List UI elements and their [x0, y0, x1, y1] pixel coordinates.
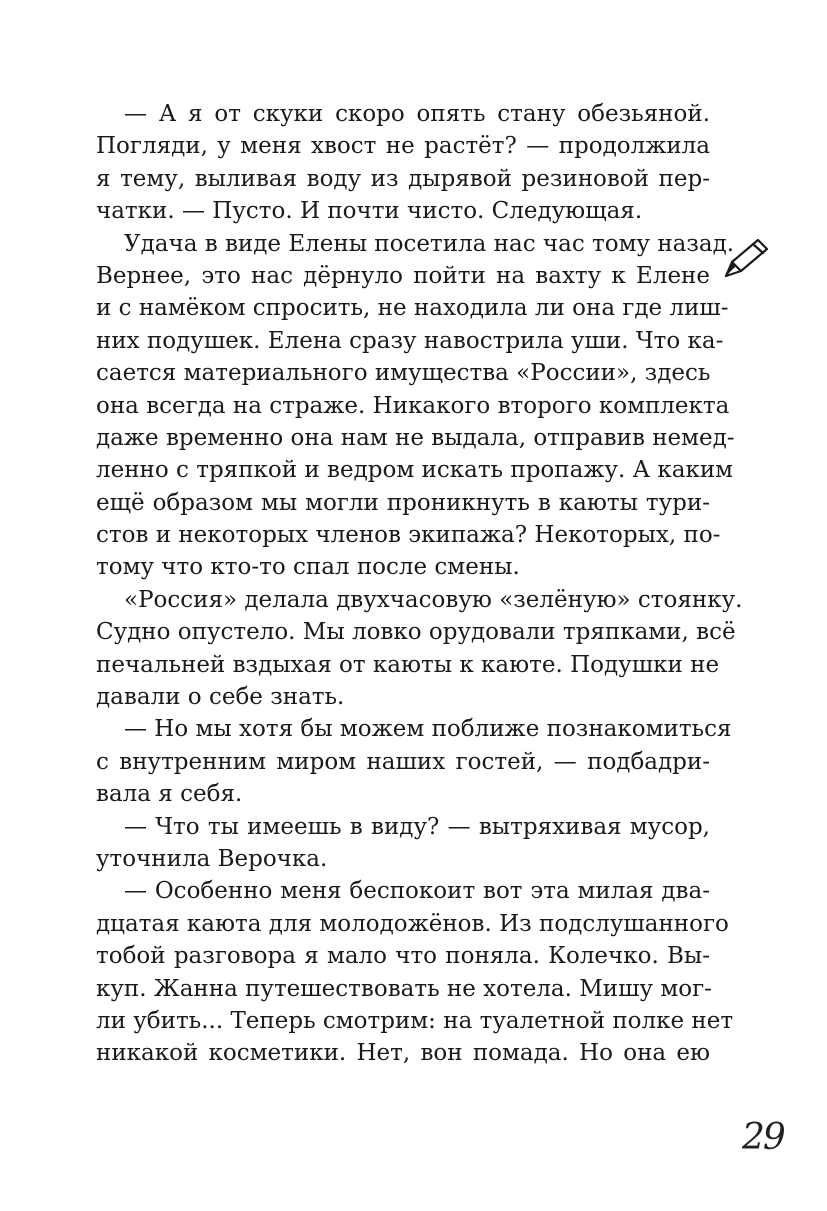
text-line: стов и некоторых членов экипажа? Некоторых, по-: [96, 522, 721, 549]
text-line: — Но мы хотя бы можем поближе познакомиться: [124, 716, 732, 743]
text-line: вала я себя.: [96, 781, 243, 808]
text-line: — А я от скуки скоро опять стану обезьяной.: [124, 101, 710, 127]
text-line: даже временно она нам не выдала, отправив немед-: [96, 424, 735, 451]
text-line: Вернее, это нас дёрнуло пойти на вахту к Елене: [96, 262, 710, 289]
text-line: давали о себе знать.: [96, 684, 345, 711]
text-line: Судно опустело. Мы ловко орудовали тряпками, всё: [96, 619, 736, 646]
text-line: она всегда на страже. Никакого второго комплекта: [96, 392, 730, 419]
text-line: тому что кто-то спал после смены.: [96, 554, 520, 581]
text-line: них подушек. Елена сразу навострила уши. Что ка-: [96, 327, 724, 354]
text-line: — Что ты имеешь в виду? — вытряхивая мусор,: [124, 813, 710, 840]
text-line: куп. Жанна путешествовать не хотела. Мишу мог-: [96, 975, 712, 1002]
text-line: ленно с тряпкой и ведром искать пропажу. А каким: [96, 457, 734, 484]
text-line: «Россия» делала двухчасовую «зелёную» стоянку.: [124, 586, 743, 613]
text-line: Погляди, у меня хвост не растёт? — продолжила: [96, 133, 710, 160]
text-line: — Особенно меня беспокоит вот эта милая два-: [124, 878, 710, 905]
text-line: с внутренним миром наших гостей, — подбадри-: [96, 748, 710, 775]
text-line: дцатая каюта для молодожёнов. Из подслушанного: [96, 910, 729, 937]
pencil-icon: [722, 236, 772, 280]
text-line: я тему, выливая воду из дырявой резиновой пер-: [96, 165, 710, 192]
body-text: [96, 98, 743, 1070]
text-line: чатки. — Пусто. И почти чисто. Следующая.: [96, 198, 643, 225]
text-line: ли убить... Теперь смотрим: на туалетной полке нет: [96, 1007, 734, 1034]
text-line: Удача в виде Елены посетила нас час тому назад.: [124, 230, 735, 257]
page-number: 29: [742, 1117, 784, 1158]
text-line: и с намёком спросить, не находила ли она где лиш-: [96, 295, 729, 322]
text-line: никакой косметики. Нет, вон помада. Но она ею: [96, 1040, 710, 1067]
text-line: уточнила Верочка.: [96, 845, 328, 872]
text-line: ещё образом мы могли проникнуть в каюты тури-: [96, 489, 710, 516]
text-line: сается материального имущества «России», здесь: [96, 360, 711, 387]
text-line: тобой разговора я мало что поняла. Колечко. Вы-: [96, 943, 710, 970]
text-line: печальней вздыхая от каюты к каюте. Подушки не: [96, 651, 720, 678]
